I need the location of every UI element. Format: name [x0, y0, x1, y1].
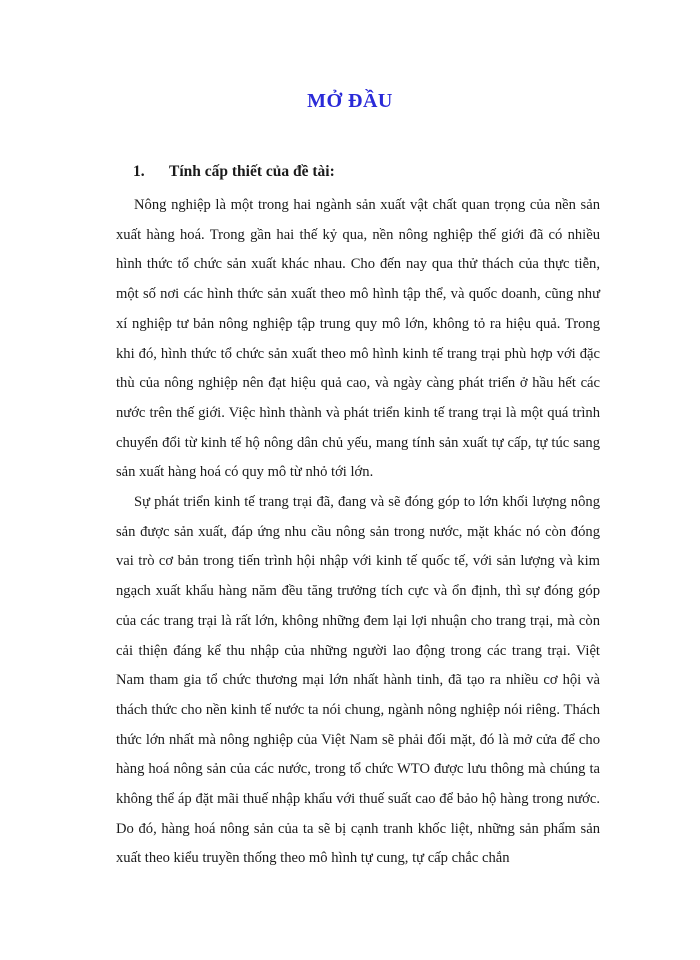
page-title: MỞ ĐẦU — [307, 90, 393, 112]
section-heading — [133, 163, 335, 181]
paragraph-1: Nông nghiệp là một trong hai ngành sản xuất vật chất quan trọng của nền sản xuất hàng hoá. Trong gần hai thế kỷ qua, nền nông nghiệp thế giới đã có nhiều hình thức tổ chức sản xuất khác nhau. Cho đến nay qua thử thách của thực tiễn, một số nơi các hình thức sản xuất theo mô hình tập thể, và quốc doanh, cũng như xí nghiệp tư bản nông nghiệp tập trung quy mô lớn, không tỏ ra hiệu quả. Trong khi đó, hình thức tổ chức sản xuất theo mô hình kinh tế trang trại phù hợp với đặc thù của nông nghiệp nên đạt hiệu quả cao, và ngày càng phát triển ở hầu hết các nước trên thế giới. Việc hình thành và phát triển kinh tế trang trại là một quá trình chuyển đổi từ kinh tế hộ nông dân chủ yếu, mang tính sản xuất tự cấp, tự túc sang sản xuất hàng hoá có quy mô từ nhỏ tới lớn. — [116, 197, 600, 481]
body-text — [116, 191, 600, 874]
section-heading-text: Tính cấp thiết của đề tài: — [169, 163, 335, 180]
paragraph-2: Sự phát triển kinh tế trang trại đã, đang và sẽ đóng góp to lớn khối lượng nông sản được sản xuất, đáp ứng nhu cầu nông sản trong nước, mặt khác nó còn đóng vai trò cơ bản trong tiến trình hội nhập với kinh tế quốc tế, với sản lượng và kim ngạch xuất khẩu hàng năm đều tăng trưởng tích cực và ổn định, thì sự đóng góp của các trang trại là rất lớn, không những đem lại lợi nhuận cho trang trại, mà còn cải thiện đáng kể thu nhập của những người lao động trong các trang trại. Việt Nam tham gia tổ chức thương mại lớn nhất hành tinh, đã tạo ra nhiều cơ hội và thách thức cho nền kinh tế nước ta nói chung, ngành nông nghiệp nói riêng. Thách thức lớn nhất mà nông nghiệp của Việt Nam sẽ phải đối mặt, đó là mở cửa để cho hàng hoá nông sản của các nước, trong tổ chức WTO được lưu thông mà chúng ta không thể áp đặt mãi thuế nhập khẩu với thuế suất cao để bảo hộ hàng trong nước. Do đó, hàng hoá nông sản của ta sẽ bị cạnh tranh khốc liệt, những sản phẩm sản xuất theo kiểu truyền thống theo mô hình tự cung, tự cấp chắc chắn — [116, 494, 600, 867]
section-number: 1. — [133, 163, 145, 180]
